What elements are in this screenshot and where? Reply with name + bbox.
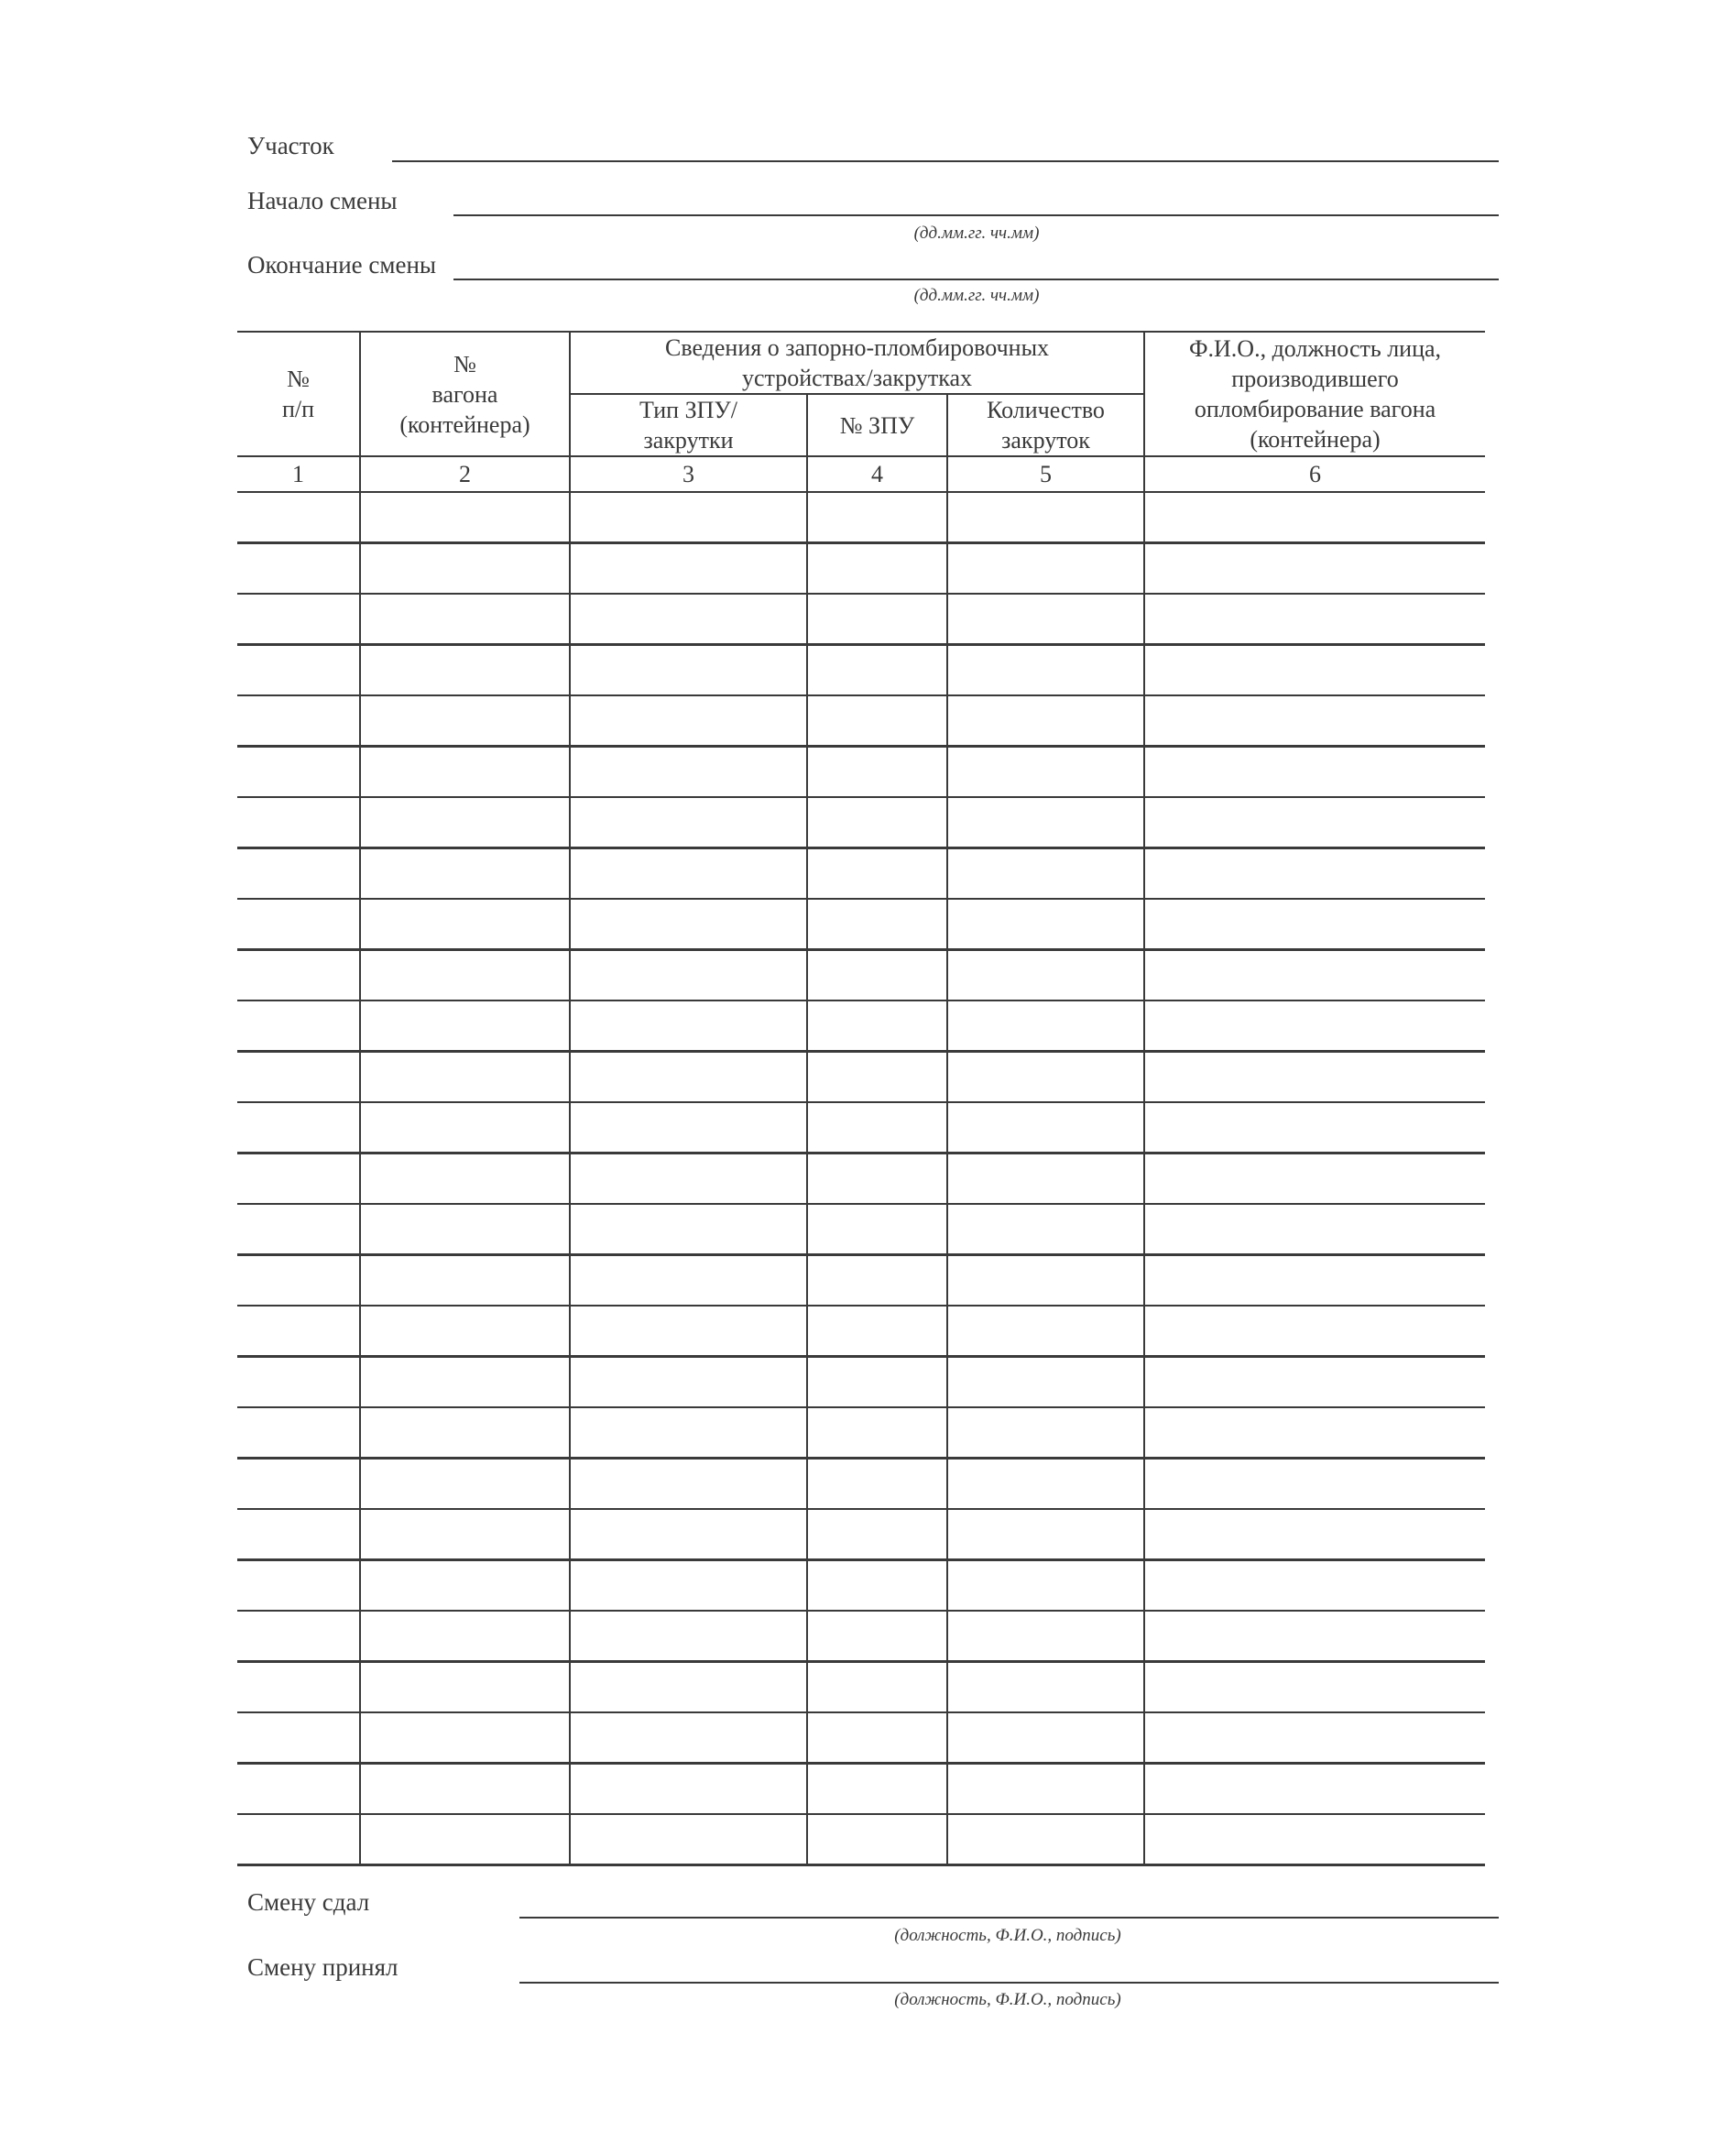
cell-wagon-number[interactable] <box>360 1662 570 1713</box>
cell-wagon-number[interactable] <box>360 1407 570 1459</box>
cell-wagon-number[interactable] <box>360 1357 570 1408</box>
cell-wagon-number[interactable] <box>360 1255 570 1307</box>
shift-end-field[interactable] <box>453 279 1499 280</box>
col-number-6: 6 <box>1144 456 1485 492</box>
cell-responsible-person[interactable] <box>1144 1560 1485 1612</box>
col-wagon-number-header: № вагона (контейнера) <box>360 332 570 456</box>
cell-seal-type[interactable] <box>570 1357 807 1408</box>
cell-responsible-person[interactable] <box>1144 695 1485 747</box>
cell-seal-number[interactable] <box>807 1000 947 1052</box>
cell-seal-number[interactable] <box>807 797 947 848</box>
cell-twist-count[interactable] <box>947 1611 1144 1662</box>
table-row <box>237 594 1485 645</box>
cell-twist-count[interactable] <box>947 1560 1144 1612</box>
table-row <box>237 1764 1485 1815</box>
cell-row-number[interactable] <box>237 1255 360 1307</box>
cell-twist-count[interactable] <box>947 1306 1144 1357</box>
cell-twist-count[interactable] <box>947 950 1144 1001</box>
cell-seal-type[interactable] <box>570 899 807 950</box>
col-number-1: 1 <box>237 456 360 492</box>
table-row <box>237 747 1485 798</box>
col-number-4: 4 <box>807 456 947 492</box>
cell-row-number[interactable] <box>237 747 360 798</box>
cell-seal-number[interactable] <box>807 1357 947 1408</box>
cell-wagon-number[interactable] <box>360 1611 570 1662</box>
col-number-2: 2 <box>360 456 570 492</box>
cell-wagon-number[interactable] <box>360 492 570 543</box>
table-row <box>237 1560 1485 1612</box>
cell-twist-count[interactable] <box>947 1509 1144 1560</box>
col-seal-number-header: № ЗПУ <box>807 394 947 456</box>
cell-twist-count[interactable] <box>947 1459 1144 1510</box>
cell-wagon-number[interactable] <box>360 1000 570 1052</box>
table-row <box>237 1204 1485 1255</box>
cell-responsible-person[interactable] <box>1144 1509 1485 1560</box>
section-label: Участок <box>247 132 334 159</box>
cell-twist-count[interactable] <box>947 1204 1144 1255</box>
table-body <box>237 492 1485 1865</box>
accepted-label: Смену принял <box>247 1953 399 1981</box>
cell-wagon-number[interactable] <box>360 950 570 1001</box>
cell-row-number[interactable] <box>237 1459 360 1510</box>
cell-seal-number[interactable] <box>807 1764 947 1815</box>
table-row <box>237 1306 1485 1357</box>
cell-seal-type[interactable] <box>570 1204 807 1255</box>
cell-responsible-person[interactable] <box>1144 1357 1485 1408</box>
cell-twist-count[interactable] <box>947 645 1144 696</box>
cell-seal-number[interactable] <box>807 1407 947 1459</box>
cell-seal-type[interactable] <box>570 1764 807 1815</box>
table-row <box>237 950 1485 1001</box>
cell-row-number[interactable] <box>237 1560 360 1612</box>
shift-end-label: Окончание смены <box>247 251 437 279</box>
cell-twist-count[interactable] <box>947 899 1144 950</box>
cell-row-number[interactable] <box>237 645 360 696</box>
cell-twist-count[interactable] <box>947 1764 1144 1815</box>
cell-row-number[interactable] <box>237 1509 360 1560</box>
table-row <box>237 543 1485 595</box>
cell-wagon-number[interactable] <box>360 1306 570 1357</box>
cell-wagon-number[interactable] <box>360 695 570 747</box>
cell-seal-number[interactable] <box>807 950 947 1001</box>
cell-responsible-person[interactable] <box>1144 950 1485 1001</box>
cell-row-number[interactable] <box>237 1407 360 1459</box>
cell-seal-number[interactable] <box>807 1306 947 1357</box>
cell-row-number[interactable] <box>237 1204 360 1255</box>
cell-wagon-number[interactable] <box>360 1052 570 1103</box>
section-field[interactable] <box>392 160 1499 162</box>
cell-twist-count[interactable] <box>947 1102 1144 1154</box>
cell-responsible-person[interactable] <box>1144 1052 1485 1103</box>
cell-responsible-person[interactable] <box>1144 1102 1485 1154</box>
cell-row-number[interactable] <box>237 899 360 950</box>
cell-seal-type[interactable] <box>570 1255 807 1307</box>
table-row <box>237 1255 1485 1307</box>
cell-row-number[interactable] <box>237 492 360 543</box>
seal-log-table <box>237 331 1485 1866</box>
col-seal-type-header: Тип ЗПУ/ закрутки <box>570 394 807 456</box>
accepted-field[interactable] <box>519 1982 1499 1984</box>
cell-seal-type[interactable] <box>570 1611 807 1662</box>
cell-wagon-number[interactable] <box>360 1204 570 1255</box>
cell-seal-number[interactable] <box>807 1255 947 1307</box>
table-row <box>237 695 1485 747</box>
cell-seal-type[interactable] <box>570 797 807 848</box>
cell-seal-number[interactable] <box>807 899 947 950</box>
cell-twist-count[interactable] <box>947 492 1144 543</box>
cell-wagon-number[interactable] <box>360 747 570 798</box>
cell-row-number[interactable] <box>237 1662 360 1713</box>
cell-seal-number[interactable] <box>807 1204 947 1255</box>
table-row <box>237 645 1485 696</box>
cell-seal-number[interactable] <box>807 1662 947 1713</box>
shift-start-field[interactable] <box>453 214 1499 216</box>
cell-seal-number[interactable] <box>807 1509 947 1560</box>
cell-seal-type[interactable] <box>570 645 807 696</box>
cell-wagon-number[interactable] <box>360 899 570 950</box>
cell-wagon-number[interactable] <box>360 594 570 645</box>
table-row <box>237 797 1485 848</box>
cell-seal-number[interactable] <box>807 1712 947 1764</box>
cell-seal-number[interactable] <box>807 848 947 900</box>
cell-responsible-person[interactable] <box>1144 848 1485 900</box>
table-row <box>237 1357 1485 1408</box>
cell-responsible-person[interactable] <box>1144 1459 1485 1510</box>
cell-row-number[interactable] <box>237 950 360 1001</box>
cell-row-number[interactable] <box>237 1712 360 1764</box>
cell-seal-number[interactable] <box>807 1052 947 1103</box>
cell-seal-number[interactable] <box>807 492 947 543</box>
cell-row-number[interactable] <box>237 1306 360 1357</box>
handed-over-field[interactable] <box>519 1917 1499 1919</box>
col-number-5: 5 <box>947 456 1144 492</box>
cell-seal-type[interactable] <box>570 747 807 798</box>
cell-twist-count[interactable] <box>947 1052 1144 1103</box>
cell-twist-count[interactable] <box>947 1255 1144 1307</box>
cell-seal-number[interactable] <box>807 645 947 696</box>
cell-wagon-number[interactable] <box>360 1154 570 1205</box>
cell-seal-number[interactable] <box>807 594 947 645</box>
cell-wagon-number[interactable] <box>360 1509 570 1560</box>
cell-responsible-person[interactable] <box>1144 594 1485 645</box>
cell-seal-type[interactable] <box>570 950 807 1001</box>
cell-seal-type[interactable] <box>570 1154 807 1205</box>
cell-responsible-person[interactable] <box>1144 1712 1485 1764</box>
cell-seal-type[interactable] <box>570 1306 807 1357</box>
handed-over-label: Смену сдал <box>247 1888 370 1916</box>
cell-twist-count[interactable] <box>947 695 1144 747</box>
cell-twist-count[interactable] <box>947 1662 1144 1713</box>
cell-twist-count[interactable] <box>947 543 1144 595</box>
cell-wagon-number[interactable] <box>360 1560 570 1612</box>
cell-seal-type[interactable] <box>570 543 807 595</box>
cell-responsible-person[interactable] <box>1144 492 1485 543</box>
cell-responsible-person[interactable] <box>1144 1662 1485 1713</box>
cell-row-number[interactable] <box>237 1052 360 1103</box>
table-row <box>237 848 1485 900</box>
table-row <box>237 1662 1485 1713</box>
table-row <box>237 1052 1485 1103</box>
cell-wagon-number[interactable] <box>360 1712 570 1764</box>
cell-twist-count[interactable] <box>947 747 1144 798</box>
table-row <box>237 1459 1485 1510</box>
col-seal-info-group-header: Сведения о запорно-пломбировочных устройствах/закрутках <box>570 332 1144 394</box>
shift-start-hint: (дд.мм.гг. чч.мм) <box>913 224 1040 243</box>
cell-seal-type[interactable] <box>570 492 807 543</box>
col-number-3: 3 <box>570 456 807 492</box>
cell-responsible-person[interactable] <box>1144 645 1485 696</box>
cell-twist-count[interactable] <box>947 1814 1144 1865</box>
cell-seal-type[interactable] <box>570 1407 807 1459</box>
cell-seal-type[interactable] <box>570 594 807 645</box>
cell-responsible-person[interactable] <box>1144 797 1485 848</box>
cell-seal-type[interactable] <box>570 1052 807 1103</box>
cell-seal-type[interactable] <box>570 1459 807 1510</box>
cell-wagon-number[interactable] <box>360 543 570 595</box>
cell-row-number[interactable] <box>237 543 360 595</box>
cell-seal-number[interactable] <box>807 1560 947 1612</box>
cell-responsible-person[interactable] <box>1144 1000 1485 1052</box>
cell-seal-number[interactable] <box>807 695 947 747</box>
cell-wagon-number[interactable] <box>360 645 570 696</box>
cell-twist-count[interactable] <box>947 1407 1144 1459</box>
cell-responsible-person[interactable] <box>1144 899 1485 950</box>
cell-twist-count[interactable] <box>947 797 1144 848</box>
cell-seal-type[interactable] <box>570 1814 807 1865</box>
table-row <box>237 492 1485 543</box>
cell-twist-count[interactable] <box>947 848 1144 900</box>
shift-start-label: Начало смены <box>247 187 398 214</box>
cell-seal-number[interactable] <box>807 1814 947 1865</box>
table-row <box>237 1000 1485 1052</box>
cell-row-number[interactable] <box>237 1102 360 1154</box>
cell-responsible-person[interactable] <box>1144 1255 1485 1307</box>
cell-responsible-person[interactable] <box>1144 543 1485 595</box>
table-row <box>237 1611 1485 1662</box>
cell-wagon-number[interactable] <box>360 1814 570 1865</box>
accepted-hint: (должность, Ф.И.О., подпись) <box>894 1990 1121 2009</box>
cell-row-number[interactable] <box>237 594 360 645</box>
col-twist-count-header: Количество закруток <box>947 394 1144 456</box>
cell-seal-type[interactable] <box>570 1560 807 1612</box>
table-row <box>237 1509 1485 1560</box>
cell-seal-type[interactable] <box>570 1712 807 1764</box>
cell-responsible-person[interactable] <box>1144 1407 1485 1459</box>
cell-seal-number[interactable] <box>807 1611 947 1662</box>
cell-row-number[interactable] <box>237 1764 360 1815</box>
cell-wagon-number[interactable] <box>360 848 570 900</box>
cell-wagon-number[interactable] <box>360 1102 570 1154</box>
shift-end-hint: (дд.мм.гг. чч.мм) <box>913 286 1040 305</box>
cell-seal-type[interactable] <box>570 695 807 747</box>
cell-responsible-person[interactable] <box>1144 747 1485 798</box>
table-row <box>237 899 1485 950</box>
col-responsible-person-header: Ф.И.О., должность лица, производившего опломбирование вагона (контейнера) <box>1144 332 1485 456</box>
cell-twist-count[interactable] <box>947 1357 1144 1408</box>
cell-seal-type[interactable] <box>570 848 807 900</box>
cell-twist-count[interactable] <box>947 594 1144 645</box>
cell-seal-number[interactable] <box>807 1154 947 1205</box>
cell-seal-number[interactable] <box>807 1102 947 1154</box>
col-row-number-header: № п/п <box>237 332 360 456</box>
cell-responsible-person[interactable] <box>1144 1611 1485 1662</box>
cell-row-number[interactable] <box>237 1357 360 1408</box>
cell-responsible-person[interactable] <box>1144 1764 1485 1815</box>
cell-seal-type[interactable] <box>570 1509 807 1560</box>
table-row <box>237 1814 1485 1865</box>
table-row <box>237 1154 1485 1205</box>
cell-seal-type[interactable] <box>570 1662 807 1713</box>
table-row <box>237 1712 1485 1764</box>
cell-twist-count[interactable] <box>947 1154 1144 1205</box>
cell-row-number[interactable] <box>237 1154 360 1205</box>
cell-seal-number[interactable] <box>807 1459 947 1510</box>
cell-row-number[interactable] <box>237 695 360 747</box>
cell-twist-count[interactable] <box>947 1712 1144 1764</box>
cell-row-number[interactable] <box>237 848 360 900</box>
cell-seal-number[interactable] <box>807 747 947 798</box>
cell-row-number[interactable] <box>237 1814 360 1865</box>
cell-wagon-number[interactable] <box>360 797 570 848</box>
table-row <box>237 1407 1485 1459</box>
handed-over-hint: (должность, Ф.И.О., подпись) <box>894 1926 1121 1945</box>
cell-wagon-number[interactable] <box>360 1764 570 1815</box>
cell-responsible-person[interactable] <box>1144 1154 1485 1205</box>
cell-row-number[interactable] <box>237 797 360 848</box>
cell-seal-number[interactable] <box>807 543 947 595</box>
table-row <box>237 1102 1485 1154</box>
cell-responsible-person[interactable] <box>1144 1814 1485 1865</box>
cell-twist-count[interactable] <box>947 1000 1144 1052</box>
cell-wagon-number[interactable] <box>360 1459 570 1510</box>
cell-seal-type[interactable] <box>570 1000 807 1052</box>
cell-seal-type[interactable] <box>570 1102 807 1154</box>
cell-responsible-person[interactable] <box>1144 1306 1485 1357</box>
cell-row-number[interactable] <box>237 1611 360 1662</box>
cell-row-number[interactable] <box>237 1000 360 1052</box>
cell-responsible-person[interactable] <box>1144 1204 1485 1255</box>
